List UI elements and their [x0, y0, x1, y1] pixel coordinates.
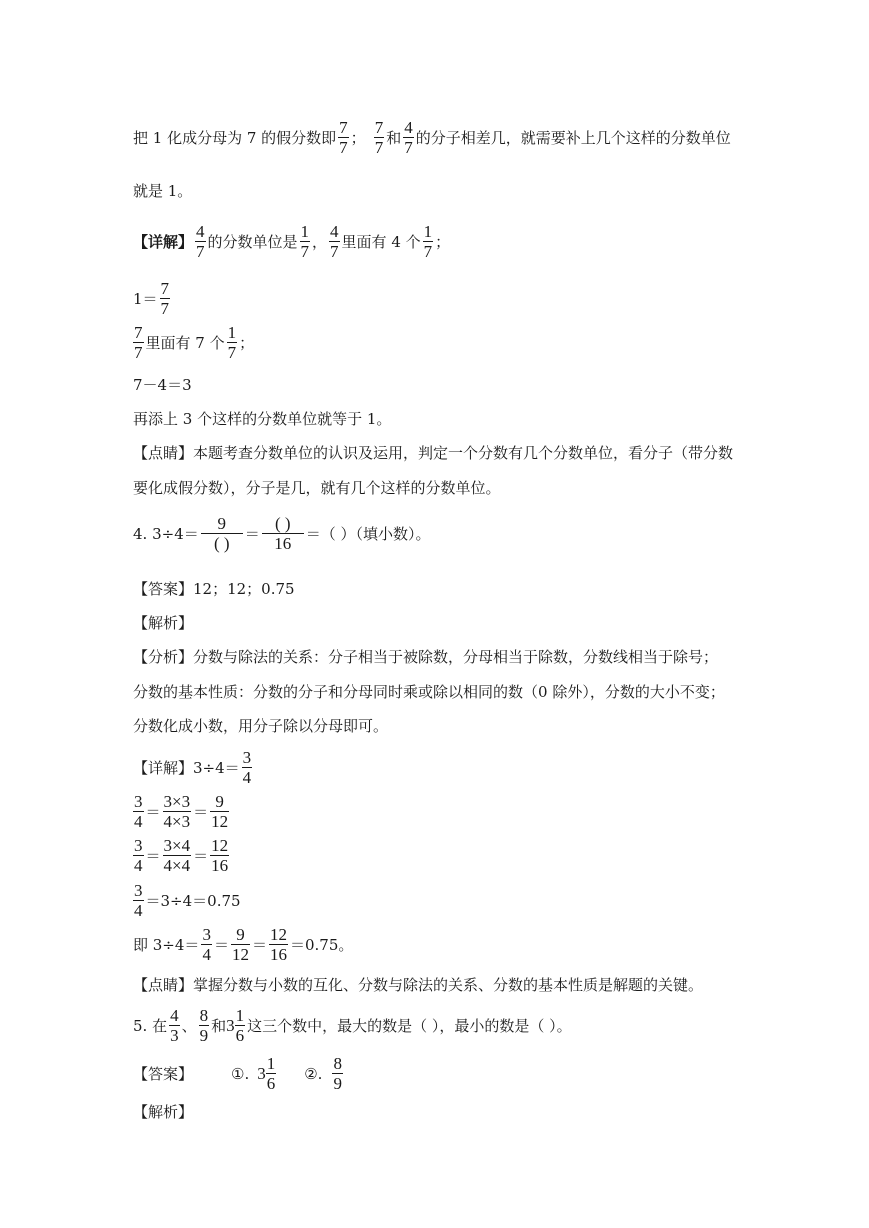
fraction-12-16: $\frac{12}{16}$ — [269, 925, 287, 964]
text: 要化成假分数），分子是几，就有几个这样的分数单位。 — [133, 479, 501, 497]
fraction-9-12: $\frac{9}{12}$ — [231, 925, 249, 964]
analysis-line-2 — [133, 681, 725, 702]
fraction-9-blank: $\frac{9}{( )}$ — [201, 514, 243, 553]
text: 的分数单位是 — [207, 233, 298, 251]
detail-tag: 【详解】 — [133, 233, 194, 251]
fraction-7-7: $\frac{7}{7}$ — [339, 118, 348, 157]
analysis-5-tag — [133, 1101, 193, 1122]
detail-4-line — [133, 748, 254, 787]
comment-line-1 — [133, 442, 733, 463]
fraction-1-7: $\frac{1}{7}$ — [423, 222, 433, 261]
fraction-8-9: $\frac{8}{9}$ — [333, 1054, 342, 1093]
question-4 — [133, 514, 431, 553]
mixed-number-3-1-6: 3 $\frac{1}{6}$ — [257, 1054, 276, 1093]
text: 【详解】3÷4＝ — [133, 759, 240, 777]
equation-decimal — [133, 881, 241, 920]
text: 就是 1。 — [133, 182, 193, 200]
seven-sevenths-line — [133, 323, 254, 362]
text: ＝3÷4＝0.75 — [145, 892, 241, 910]
text: ＝ — [251, 936, 267, 954]
text: ＝0.75。 — [289, 936, 354, 954]
fraction-7-7: $\frac{7}{7}$ — [160, 279, 170, 318]
fraction-3-4: $\frac{3}{4}$ — [134, 881, 143, 920]
para-line-1 — [133, 118, 731, 157]
fraction-3x3-4x3: $\frac{3\times 3}{4\times 3}$ — [163, 792, 191, 831]
analysis-line-1 — [133, 646, 718, 667]
fraction-9-12: $\frac{9}{12}$ — [211, 792, 229, 831]
text: ＝ — [193, 847, 209, 865]
text: 5. 在 — [133, 1017, 168, 1035]
text: 里面有 7 个 — [145, 334, 225, 352]
text: 把 1 化成分母为 7 的假分数即 — [133, 129, 337, 147]
para-line-2 — [133, 180, 192, 201]
text: 、 — [181, 1017, 197, 1035]
text: 和 — [386, 129, 402, 147]
text: ； — [239, 334, 255, 352]
fraction-4-7: $\frac{4}{7}$ — [404, 118, 413, 157]
equation-12-16 — [133, 836, 231, 875]
comment-4 — [133, 974, 703, 995]
text: 1＝ — [133, 290, 158, 308]
fraction-1-7: $\frac{1}{7}$ — [300, 222, 310, 261]
text: ， — [312, 233, 328, 251]
answer-item-1-label: ①. — [231, 1064, 250, 1083]
equation-1-eq-7-7 — [133, 279, 172, 318]
text: ＝ — [145, 803, 161, 821]
fraction-1-7: $\frac{1}{7}$ — [227, 323, 237, 362]
text: ＝ — [213, 936, 229, 954]
text: 7－4＝3 — [133, 376, 192, 394]
summary-equation — [133, 925, 353, 964]
text: 再添上 3 个这样的分数单位就等于 1。 — [133, 410, 392, 428]
comment-line-2 — [133, 477, 501, 498]
text: ＝ — [244, 525, 260, 543]
text: 这三个数中，最大的数是（ ），最小的数是（ ）。 — [247, 1017, 572, 1035]
fraction-3-4: $\frac{3}{4}$ — [134, 836, 143, 875]
analysis-4-tag — [133, 612, 193, 633]
text: 里面有 4 个 — [341, 233, 421, 251]
answer-5 — [133, 1054, 345, 1093]
fraction-1-6: $\frac{1}{6}$ — [266, 1054, 276, 1093]
fraction-12-16: $\frac{12}{16}$ — [211, 836, 229, 875]
text: ＝ — [145, 847, 161, 865]
text: ； — [435, 233, 451, 251]
fraction-blank-16: $\frac{( )}{16}$ — [262, 514, 304, 553]
analysis-line-3 — [133, 715, 388, 736]
mixed-number-3-1-6: 3 $\frac{1}{6}$ — [226, 1006, 245, 1045]
fraction-4-7: $\frac{4}{7}$ — [330, 222, 339, 261]
fraction-7-7: $\frac{7}{7}$ — [134, 323, 143, 362]
fraction-3-4: $\frac{3}{4}$ — [134, 792, 143, 831]
text: ＝ — [193, 803, 209, 821]
text: ＝（ ）（填小数）。 — [305, 525, 431, 543]
fraction-1-6: $\frac{1}{6}$ — [235, 1006, 245, 1045]
text: 4. 3÷4＝ — [133, 525, 199, 543]
fraction-8-9: $\frac{8}{9}$ — [199, 1006, 209, 1045]
text: 分数化成小数，用分子除以分母即可。 — [133, 717, 389, 735]
text: 【分析】分数与除法的关系：分子相当于被除数，分母相当于除数，分数线相当于除号； — [133, 648, 719, 666]
question-5 — [133, 1006, 572, 1045]
conclusion-line — [133, 408, 391, 429]
answer-4 — [133, 578, 295, 599]
fraction-7-7: $\frac{7}{7}$ — [374, 118, 384, 157]
answer-item-2-label: ②. — [304, 1064, 323, 1083]
text: 分数的基本性质：分数的分子和分母同时乘或除以相同的数（0 除外），分数的大小不变； — [133, 683, 725, 701]
fraction-4-7: $\frac{4}{7}$ — [196, 222, 205, 261]
equation-9-12 — [133, 792, 231, 831]
text: 和 — [211, 1017, 227, 1035]
text: 【点睛】掌握分数与小数的互化、分数与除法的关系、分数的基本性质是解题的关键。 — [133, 976, 704, 994]
fraction-4-3: $\frac{4}{3}$ — [170, 1006, 179, 1045]
fraction-3x4-4x4: $\frac{3\times 4}{4\times 4}$ — [163, 836, 191, 875]
fraction-3-4: $\frac{3}{4}$ — [202, 925, 211, 964]
fraction-3-4: $\frac{3}{4}$ — [242, 748, 252, 787]
answer-tag: 【答案】 — [133, 1065, 194, 1083]
detail-line — [133, 222, 450, 261]
text: 【点睛】本题考查分数单位的认识及运用，判定一个分数有几个分数单位，看分子（带分数 — [133, 444, 734, 462]
text: 即 3÷4＝ — [133, 936, 200, 954]
text: 【解析】 — [133, 1103, 194, 1121]
text: 【答案】12；12；0.75 — [133, 580, 295, 598]
text: 【解析】 — [133, 614, 194, 632]
subtraction-line — [133, 374, 192, 395]
text: 的分子相差几，就需要补上几个这样的分数单位 — [415, 129, 731, 147]
text: ； — [350, 129, 366, 147]
